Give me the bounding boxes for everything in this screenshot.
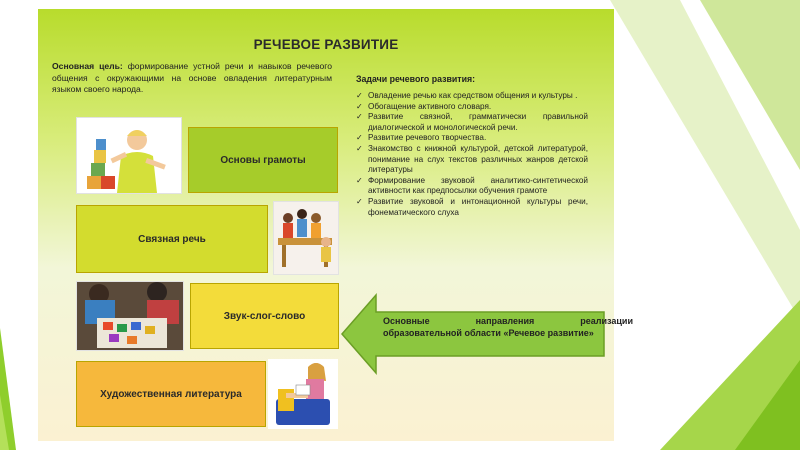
goal-label: Основная цель: xyxy=(52,61,123,71)
slide xyxy=(38,9,633,441)
checkmark-icon: ✓ xyxy=(356,196,363,206)
photo-children-with-cards xyxy=(76,281,184,351)
photo-girl-reading xyxy=(268,359,338,429)
tasks-list xyxy=(356,91,588,218)
goal-text xyxy=(52,61,332,96)
photo-child-with-blocks xyxy=(76,117,182,194)
task-item: ✓ Развитие речевого творчества. xyxy=(356,133,487,143)
task-item: ✓ Развитие связной, грамматически правильной диалогической и монологической речи. xyxy=(356,112,588,132)
goal-body: формирование устной речи и навыков речевого общения с окружающими на основе овладения литературным языком своего народа. xyxy=(52,61,332,94)
task-item: ✓ Формирование звуковой аналитико-синтетической активности как предпосылки обучения грамоте xyxy=(356,175,588,196)
girl-reading-illustration xyxy=(268,359,338,429)
arrow-text xyxy=(383,315,633,339)
direction-box-sound-syllable-word: Звук-слог-слово xyxy=(190,283,339,349)
photo-children-at-table xyxy=(273,201,339,275)
task-item: ✓ Развитие звуковой и интонационной культуры речи, фонематического слуха xyxy=(356,196,588,217)
checkmark-icon: ✓ xyxy=(356,175,363,185)
task-item: ✓ Овладение речью как средством общения и культуры . xyxy=(356,91,578,100)
direction-box-basics-of-literacy: Основы грамоты xyxy=(188,127,338,193)
child-blocks-illustration xyxy=(77,118,181,193)
arrow-word: Основные xyxy=(383,316,430,326)
cards-illustration xyxy=(77,282,183,350)
checkmark-icon: ✓ xyxy=(356,133,363,143)
slide-title: РЕЧЕВОЕ РАЗВИТИЕ xyxy=(253,37,399,52)
arrow-word: направления xyxy=(475,316,535,326)
arrow-word: реализации xyxy=(580,316,633,326)
checkmark-icon: ✓ xyxy=(356,112,363,122)
direction-box-connected-speech: Связная речь xyxy=(76,205,268,273)
tasks-title: Задачи речевого развития: xyxy=(356,74,476,84)
arrow-line2: образовательной области «Речевое развитие» xyxy=(383,328,594,338)
task-item: ✓ Обогащение активного словаря. xyxy=(356,101,492,111)
children-table-illustration xyxy=(274,202,338,274)
task-item: ✓ Знакомство с книжной культурой, детской литературой, понимание на слух текстов различных жанров детской литературы xyxy=(356,143,588,175)
checkmark-icon: ✓ xyxy=(356,101,363,111)
checkmark-icon: ✓ xyxy=(356,143,363,153)
checkmark-icon: ✓ xyxy=(356,91,363,100)
direction-box-fiction: Художественная литература xyxy=(76,361,266,427)
